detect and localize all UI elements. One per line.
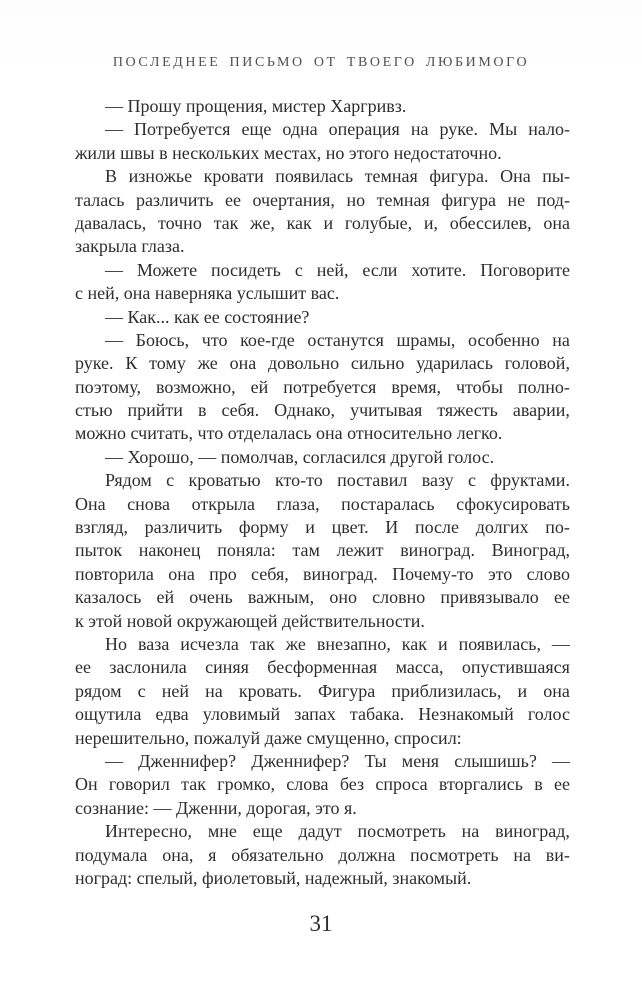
text-line: пыток наконец поняла: там лежит виноград. Виноград,: [75, 540, 570, 561]
text-line: Она снова открыла глаза, постаралась сфокусировать: [75, 493, 570, 514]
running-head: ПОСЛЕДНЕЕ ПИСЬМО ОТ ТВОЕГО ЛЮБИМОГО: [112, 55, 530, 70]
text-line: Но ваза исчезла так же внезапно, как и появилась, —: [105, 633, 570, 654]
page-number: 31: [309, 911, 333, 936]
text-line: подумала она, я обязательно должна посмотреть на ви-: [75, 844, 570, 865]
text-line: — Потребуется еще одна операция на руке. Мы нало-: [105, 119, 570, 140]
text-line: к этой новой окружающей действительности.: [75, 610, 425, 631]
text-line: ее заслонила синяя бесформенная масса, опустившаяся: [75, 657, 570, 678]
text-line: талась различить ее очертания, но темная фигура не под-: [75, 189, 570, 210]
page-body: [75, 95, 570, 890]
text-line: давалась, точно так же, как и голубые, и, обессилев, она: [75, 212, 570, 233]
text-line: ощутила едва уловимый запах табака. Незнакомый голос: [75, 704, 570, 725]
text-line: руке. К тому же она довольно сильно ударилась головой,: [75, 353, 570, 374]
text-line: повторила она про себя, виноград. Почему-то это слово: [75, 563, 570, 584]
text-line: закрыла глаза.: [75, 236, 185, 257]
text-line: — Дженнифер? Дженнифер? Ты меня слышишь? —: [105, 750, 570, 771]
text-line: поэтому, возможно, ей потребуется время, чтобы полно-: [75, 376, 570, 397]
text-line: казалось ей очень важным, оно словно привязывало ее: [75, 587, 570, 608]
text-line: взгляд, различить форму и цвет. И после долгих по-: [75, 517, 570, 538]
text-line: с ней, она наверняка услышит вас.: [75, 283, 340, 304]
text-line: можно считать, что отделалась она относительно легко.: [75, 423, 503, 444]
text-line: ноград: спелый, фиолетовый, надежный, знакомый.: [75, 867, 472, 888]
text-line: Рядом с кроватью кто-то поставил вазу с фруктами.: [105, 470, 570, 491]
text-line: жили швы в нескольких местах, но этого недостаточно.: [75, 142, 502, 163]
text-line: Он говорил так громко, слова без спроса вторгались в ее: [75, 774, 570, 795]
text-line: рядом с ней на кровать. Фигура приблизилась, и она: [75, 680, 570, 701]
text-line: сознание: — Дженни, дорогая, это я.: [75, 797, 357, 818]
text-line: — Хорошо, — помолчав, согласился другой голос.: [105, 446, 495, 467]
text-line: стью прийти в себя. Однако, учитывая тяжесть аварии,: [75, 400, 570, 421]
text-line: нерешительно, пожалуй даже смущенно, спросил:: [75, 727, 462, 748]
text-line: — Как... как ее состояние?: [105, 306, 310, 327]
text-line: Интересно, мне еще дадут посмотреть на виноград,: [105, 821, 570, 842]
text-line: — Прошу прощения, мистер Харгривз.: [105, 96, 407, 116]
text-line: В изножье кровати появилась темная фигура. Она пы-: [105, 166, 570, 187]
text-line: — Боюсь, что кое-где останутся шрамы, особенно на: [105, 329, 570, 350]
text-line: — Можете посидеть с ней, если хотите. Поговорите: [105, 259, 570, 280]
